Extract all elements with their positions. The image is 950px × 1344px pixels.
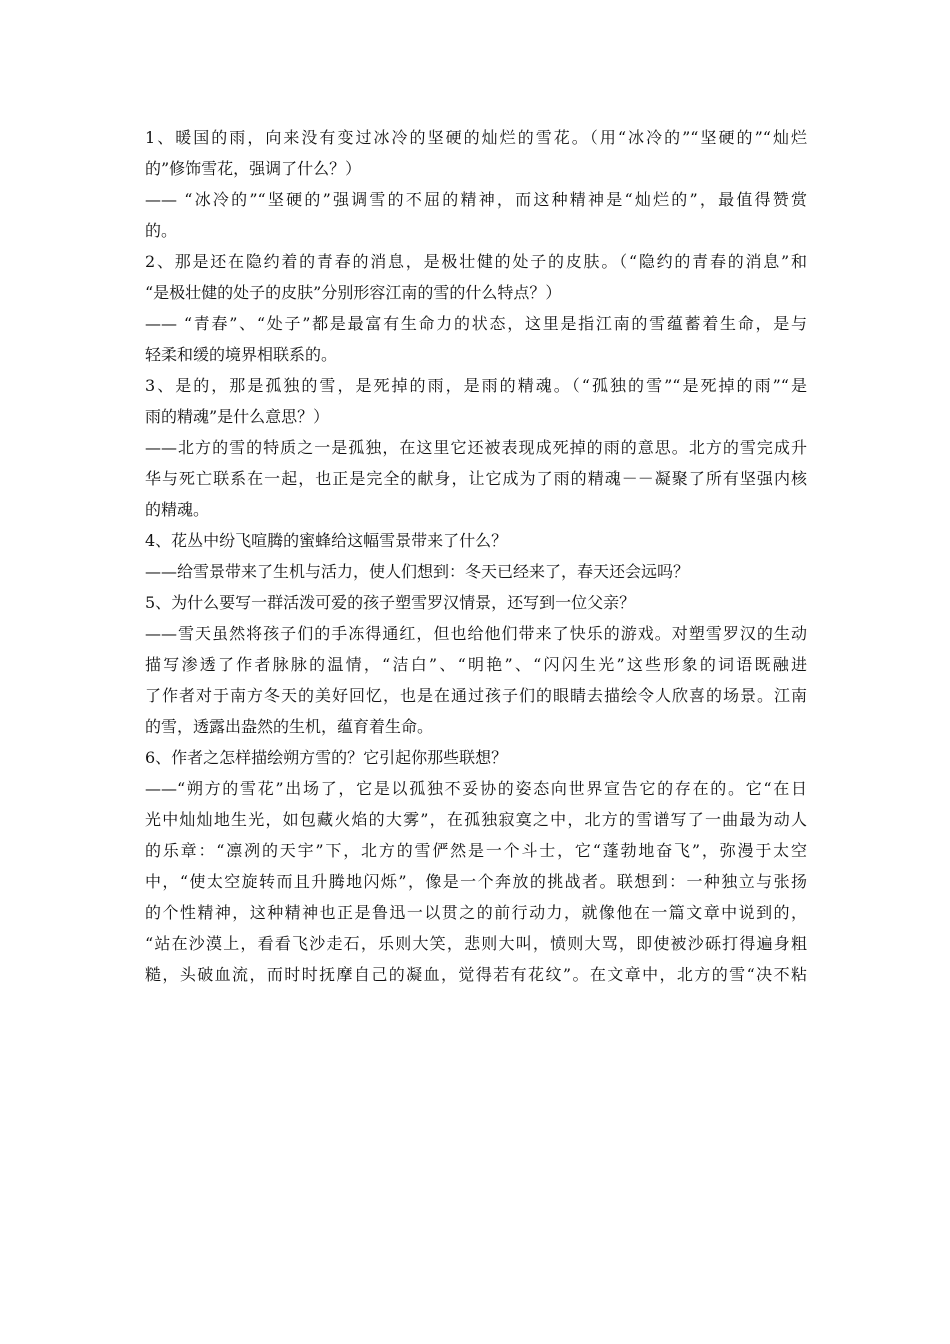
answer-1-line-1: —— “冰冷的”“坚硬的”强调雪的不屈的精神，而这种精神是“灿烂的”，最值得赞赏 [145, 190, 807, 209]
answer-5-line-2: 描写渗透了作者脉脉的温情，“洁白”、“明艳”、“闪闪生光”这些形象的词语既融进 [145, 655, 807, 674]
answer-2-line-2: 轻柔和缓的境界相联系的。 [145, 345, 338, 364]
answer-5-line-3: 了作者对于南方冬天的美好回忆，也是在通过孩子们的眼睛去描绘令人欣喜的场景。江南 [145, 686, 807, 705]
document-page [145, 122, 807, 990]
question-1-line-1: 1、暖国的雨，向来没有变过冰冷的坚硬的灿烂的雪花。（用“冰冷的”“坚硬的”“灿烂 [145, 128, 807, 147]
answer-6-line-6: “站在沙漠上，看看飞沙走石，乐则大笑，悲则大叫，愤则大骂，即使被沙砾打得遍身粗 [145, 934, 807, 953]
answer-5-line-4: 的雪，透露出盎然的生机，蕴育着生命。 [145, 717, 434, 736]
answer-3-line-1: ——北方的雪的特质之一是孤独，在这里它还被表现成死掉的雨的意思。北方的雪完成升 [145, 438, 807, 457]
answer-6-line-7: 糙，头破血流，而时时抚摩自己的凝血，觉得若有花纹”。在文章中，北方的雪“决不粘 [145, 965, 807, 984]
question-4-line-1: 4、花丛中纷飞喧腾的蜜蜂给这幅雪景带来了什么？ [145, 531, 508, 550]
question-3-line-1: 3、是的，那是孤独的雪，是死掉的雨，是雨的精魂。（“孤独的雪”“是死掉的雨”“是 [145, 376, 807, 395]
answer-6-line-5: 的个性精神，这种精神也正是鲁迅一以贯之的前行动力，就像他在一篇文章中说到的， [145, 903, 807, 922]
question-3-line-2: 雨的精魂”是什么意思？） [145, 407, 330, 426]
answer-4-line-1: ——给雪景带来了生机与活力，使人们想到：冬天已经来了，春天还会远吗？ [145, 562, 690, 581]
answer-6-line-1: ——“朔方的雪花”出场了，它是以孤独不妥协的姿态向世界宣告它的存在的。它“在日 [145, 779, 807, 798]
answer-3-line-2: 华与死亡联系在一起，也正是完全的献身，让它成为了雨的精魂－－凝聚了所有坚强内核 [145, 469, 807, 488]
question-5-line-1: 5、为什么要写一群活泼可爱的孩子塑雪罗汉情景，还写到一位父亲？ [145, 593, 636, 612]
question-2-line-1: 2、那是还在隐约着的青春的消息，是极壮健的处子的皮肤。（“隐约的青春的消息”和 [145, 252, 807, 271]
answer-6-line-2: 光中灿灿地生光，如包藏火焰的大雾”，在孤独寂寞之中，北方的雪谱写了一曲最为动人 [145, 810, 807, 829]
answer-6-line-3: 的乐章：“凛冽的天宇”下，北方的雪俨然是一个斗士，它“蓬勃地奋飞”，弥漫于太空 [145, 841, 807, 860]
question-2-line-2: “是极壮健的处子的皮肤”分别形容江南的雪的什么特点？） [145, 283, 562, 302]
answer-3-line-3: 的精魂。 [145, 500, 210, 519]
question-6-line-1: 6、作者之怎样描绘朔方雪的？它引起你那些联想？ [145, 748, 508, 767]
answer-2-line-1: —— “青春”、“处子”都是最富有生命力的状态，这里是指江南的雪蕴蓄着生命，是与 [145, 314, 807, 333]
answer-6-line-4: 中，“使太空旋转而且升腾地闪烁”，像是一个奔放的挑战者。联想到：一种独立与张扬 [145, 872, 807, 891]
answer-5-line-1: ——雪天虽然将孩子们的手冻得通红，但也给他们带来了快乐的游戏。对塑雪罗汉的生动 [145, 624, 807, 643]
answer-1-line-2: 的。 [145, 221, 178, 240]
question-1-line-2: 的”修饰雪花，强调了什么？） [145, 159, 362, 178]
